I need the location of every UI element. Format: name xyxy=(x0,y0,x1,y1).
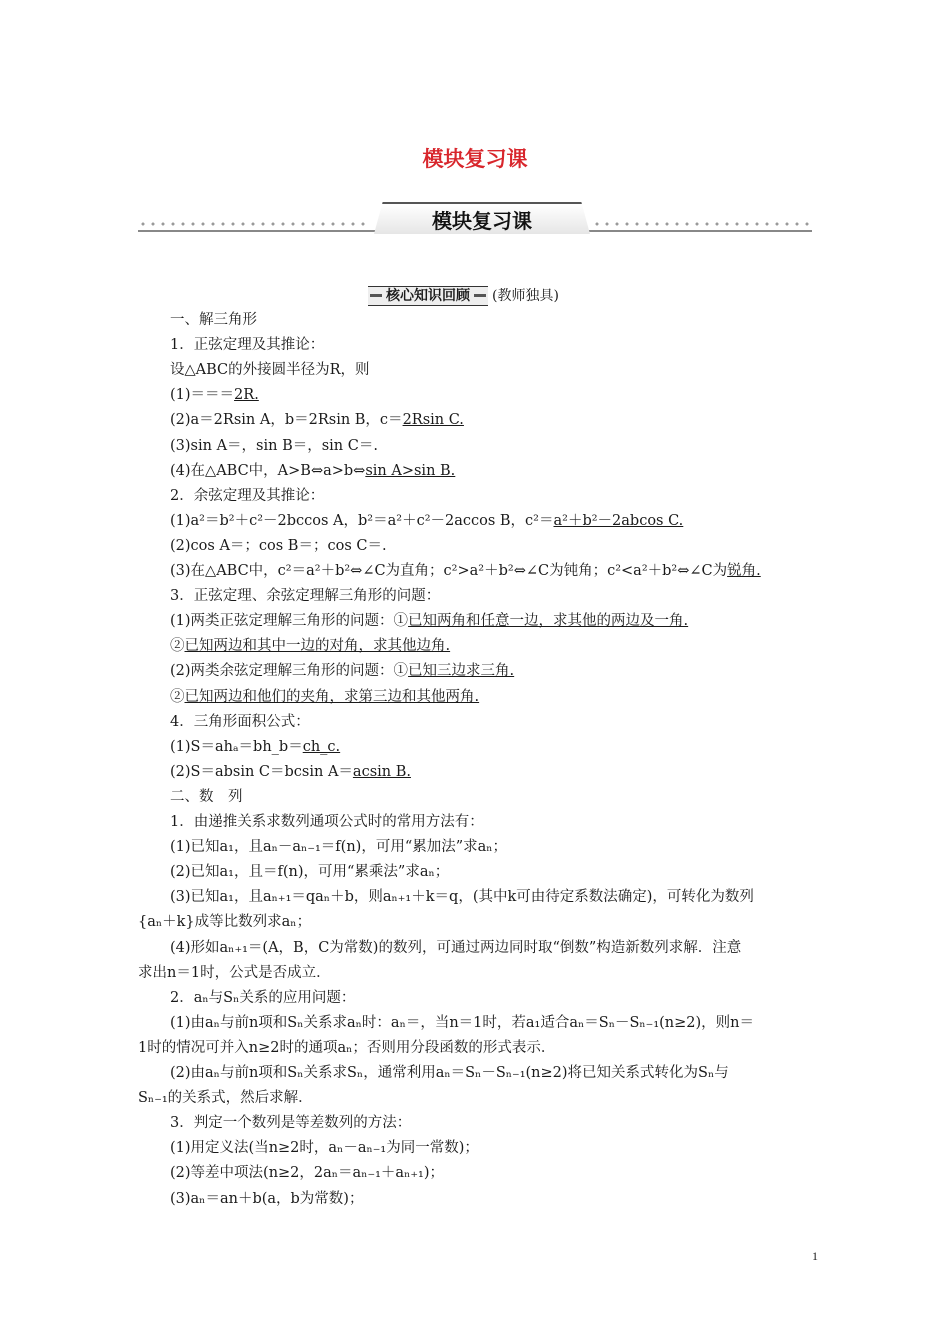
text-line xyxy=(170,712,310,732)
text-line xyxy=(170,687,479,707)
line-text: (1)用定义法(当n≥2时，aₙ－aₙ₋₁为同一常数)； xyxy=(170,1140,479,1157)
line-text: 1时的情况可并入n≥2时的通项aₙ；否则用分段函数的形式表示． xyxy=(138,1039,556,1056)
text-line xyxy=(170,661,514,681)
text-line xyxy=(138,912,311,932)
line-text: 1．由递推关系求数列通项公式时的常用方法有： xyxy=(170,814,484,830)
section-banner xyxy=(138,202,812,236)
line-text: (1)S＝ahₐ＝bh_b＝ xyxy=(170,738,303,755)
text-line xyxy=(170,1013,754,1033)
text-line xyxy=(170,988,355,1008)
line-text: ② xyxy=(170,638,185,655)
dotted-rule-left xyxy=(138,222,368,226)
line-text: 3．正弦定理、余弦定理解三角形的问题： xyxy=(170,588,441,605)
line-text: (3)已知a₁，且aₙ₊₁＝qaₙ＋b，则aₙ₊₁＋k＝q，(其中k可由待定系数法确定)，可转化为数列 xyxy=(170,889,754,906)
line-text: (2)S＝absin C＝bcsin A＝ xyxy=(170,763,353,780)
text-line xyxy=(138,1038,555,1058)
line-text: (2)由aₙ与前n项和Sₙ关系求Sₙ，通常利用aₙ＝Sₙ－Sₙ₋₁(n≥2)将已知关系式转化为Sₙ与 xyxy=(170,1065,729,1081)
page-number: 1 xyxy=(812,1249,818,1263)
text-line xyxy=(138,1088,313,1108)
line-text: 2．余弦定理及其推论： xyxy=(170,487,325,504)
text-line xyxy=(170,636,450,656)
line-text: {aₙ＋k}成等比数列求aₙ； xyxy=(138,914,312,931)
text-line xyxy=(170,486,324,506)
answer-underline: sin A>sin B. xyxy=(365,462,456,479)
line-text: (1)由aₙ与前n项和Sₙ关系求aₙ时：aₙ＝，当n＝1时，若a₁适合aₙ＝Sₙ－Sₙ₋₁(n≥2)，则n＝ xyxy=(170,1014,755,1031)
line-text: (1)已知a₁，且aₙ－aₙ₋₁＝f(n)，可用“累加法”求aₙ； xyxy=(170,839,508,856)
text-line xyxy=(170,511,683,531)
line-text: (2)已知a₁，且＝f(n)，可用“累乘法”求aₙ； xyxy=(170,864,450,881)
text-line xyxy=(170,737,340,757)
text-line xyxy=(170,461,455,481)
line-text: 1．正弦定理及其推论： xyxy=(170,337,325,354)
answer-underline: 2Rsin C. xyxy=(402,412,464,429)
line-text: (2)等差中项法(n≥2，2aₙ＝aₙ₋₁＋aₙ₊₁)； xyxy=(170,1165,444,1182)
line-text: 3．判定一个数列是等差数列的方法： xyxy=(170,1115,412,1132)
text-line xyxy=(170,1189,363,1209)
text-line xyxy=(170,938,741,958)
line-text: 二、数 列 xyxy=(170,788,243,805)
text-line xyxy=(170,1138,479,1158)
text-line xyxy=(170,586,440,606)
answer-underline: 已知两角和任意一边，求其他的两边及一角. xyxy=(408,613,689,630)
line-text: 4．三角形面积公式： xyxy=(170,713,310,730)
text-line xyxy=(170,1063,729,1083)
line-text: (2)a＝2Rsin A，b＝2Rsin B，c＝ xyxy=(170,412,403,429)
text-line xyxy=(170,1113,411,1133)
line-text: (3)aₙ＝an＋b(a，b为常数)； xyxy=(170,1190,364,1207)
line-text: (4)在△ABC中，A>B⇔a>b⇔ xyxy=(170,462,366,479)
text-line xyxy=(170,887,754,907)
line-text: 设△ABC的外接圆半径为R，则 xyxy=(170,362,370,379)
text-line xyxy=(170,310,257,330)
line-text: ② xyxy=(170,688,185,705)
line-text: (3)sin A＝，sin B＝，sin C＝. xyxy=(170,437,378,454)
section-note: (教师独具) xyxy=(492,288,559,304)
answer-underline: acsin B. xyxy=(352,763,411,780)
line-text: 求出n＝1时，公式是否成立． xyxy=(138,964,331,981)
line-text: (4)形如aₙ₊₁＝(A，B，C为常数)的数列，可通过两边同时取“倒数”构造新数列求解．注意 xyxy=(170,939,742,956)
line-text: Sₙ₋₁的关系式，然后求解． xyxy=(138,1090,313,1107)
section-box-label: 核心知识回顾 xyxy=(368,286,488,306)
text-line xyxy=(170,837,507,857)
line-text: (1)＝＝＝ xyxy=(170,387,235,404)
text-line xyxy=(170,561,761,581)
text-line xyxy=(170,611,688,631)
dotted-rule-right xyxy=(592,222,812,226)
line-text: (2)两类余弦定理解三角形的问题：① xyxy=(170,663,409,680)
line-text: (2)cos A＝；cos B＝；cos C＝. xyxy=(170,537,387,554)
line-text: (1)两类正弦定理解三角形的问题：① xyxy=(170,613,409,630)
answer-underline: 已知两边和其中一边的对角，求其他边角. xyxy=(184,638,451,655)
text-line xyxy=(170,360,370,380)
answer-underline: a²＋b²－2abcos C. xyxy=(553,512,684,529)
text-line xyxy=(170,536,387,556)
banner-text: 模块复习课 xyxy=(432,209,532,233)
line-text: 2．aₙ与Sₙ关系的应用问题： xyxy=(170,989,356,1006)
text-line xyxy=(170,862,449,882)
answer-underline: 已知三边求三角. xyxy=(408,663,515,680)
text-line xyxy=(170,436,378,456)
answer-underline: 锐角. xyxy=(727,563,761,579)
text-line xyxy=(170,410,464,430)
text-line xyxy=(170,335,324,355)
text-line xyxy=(170,385,259,405)
text-line xyxy=(170,1163,444,1183)
page-title: 模块复习课 xyxy=(422,147,528,171)
answer-underline: 2R. xyxy=(234,387,259,404)
answer-underline: ch_c. xyxy=(302,738,341,755)
answer-underline: 已知两边和他们的夹角，求第三边和其他两角. xyxy=(184,688,480,705)
line-text: 一、解三角形 xyxy=(170,312,257,328)
text-line xyxy=(170,762,411,782)
text-line xyxy=(170,787,243,807)
section-heading xyxy=(368,285,559,307)
text-line xyxy=(170,812,484,832)
line-text: (3)在△ABC中，c²＝a²＋b²⇔∠C为直角；c²>a²＋b²⇔∠C为钝角；c²<a²＋b²⇔∠C为 xyxy=(170,563,728,579)
text-line xyxy=(138,963,331,983)
line-text: (1)a²＝b²＋c²－2bccos A，b²＝a²＋c²－2accos B，c²＝ xyxy=(170,512,554,529)
